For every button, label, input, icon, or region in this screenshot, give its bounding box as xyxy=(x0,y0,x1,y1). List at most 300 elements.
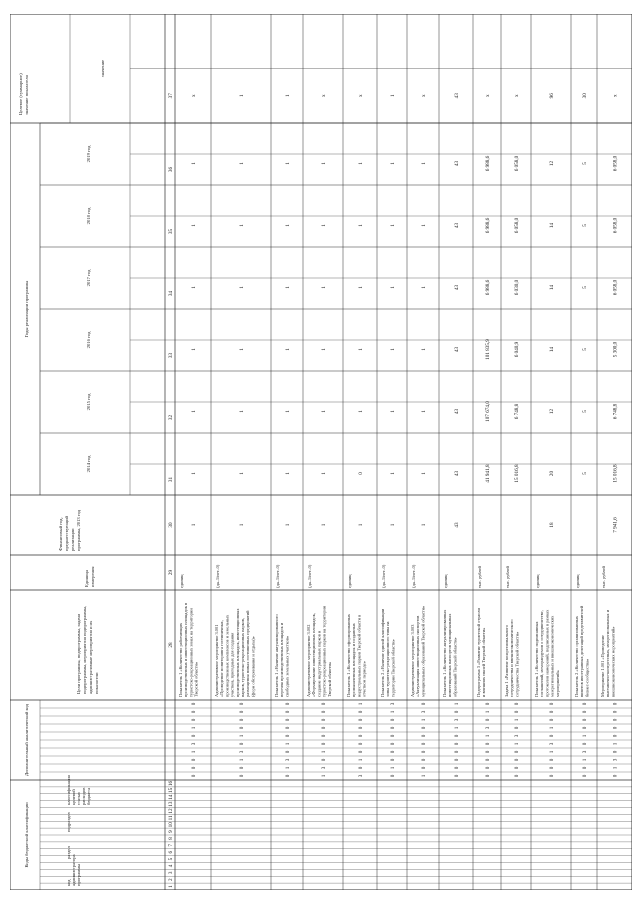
analytic-code-digit: 0 xyxy=(514,710,520,714)
analytic-code-digit: 0 xyxy=(285,710,291,714)
analytic-code-digit: 0 xyxy=(390,726,396,730)
analytic-code-digit: 0 xyxy=(514,702,520,706)
value-cell: 6 058,0 xyxy=(514,217,520,234)
analytic-code-digit: 0 xyxy=(285,734,291,738)
value-cell: 1 xyxy=(239,523,245,527)
analytic-code-digit: 3 xyxy=(239,750,245,754)
target-cell: х xyxy=(321,94,327,98)
value-cell: 1 xyxy=(239,162,245,165)
value-cell: 43 xyxy=(454,408,460,415)
value-cell: 6 988,6 xyxy=(485,279,491,296)
unit-value: (да–1/нет–0) xyxy=(307,564,312,588)
years-header: Годы реализации программы xyxy=(24,280,29,338)
budget-subcol-header: кодадминистраторапрограммы xyxy=(66,854,81,886)
analytic-code-digit: 0 xyxy=(239,702,245,706)
analytic-code-digit: 0 xyxy=(321,718,327,722)
value-cell: 18 xyxy=(549,522,555,528)
column-number: 2 xyxy=(168,878,174,882)
value-cell: 1 xyxy=(421,348,427,351)
column-number: 34 xyxy=(168,290,174,297)
analytic-code-digit: 0 xyxy=(454,774,460,778)
analytic-code-digit: 0 xyxy=(582,710,588,714)
value-cell: 1 xyxy=(191,348,197,351)
analytic-code-digit: 1 xyxy=(612,766,619,770)
analytic-code-digit: 0 xyxy=(285,726,291,730)
analytic-code-digit: 0 xyxy=(191,710,197,714)
analytic-code-digit: 0 xyxy=(285,718,291,722)
value-cell: 1 xyxy=(390,286,396,289)
analytic-code-digit: 0 xyxy=(454,750,460,754)
analytic-code-digit: 0 xyxy=(549,766,555,770)
column-number: 4 xyxy=(168,864,174,868)
analytic-code-digit: 0 xyxy=(358,734,364,738)
value-cell: 1 xyxy=(390,348,396,351)
value-cell: 1 xyxy=(390,162,396,165)
analytic-code-digit: 1 xyxy=(514,718,520,722)
year-header-2: 2015 год xyxy=(86,393,91,411)
target-cell: 1 xyxy=(239,94,245,98)
goal-column-header: Цели программы, подпрограммы, задачиподпрограммы, мероприятия подпрограммы,административные мероприятия и ихпоказатели xyxy=(76,605,99,694)
value-cell: 5 xyxy=(582,410,588,413)
analytic-code-digit: 1 xyxy=(514,742,520,746)
value-cell: 1 xyxy=(239,286,245,289)
unit-value: (да–1/нет–0) xyxy=(275,564,280,588)
program-indicators-table xyxy=(10,14,632,890)
column-number: 3 xyxy=(168,871,174,875)
target-header: Целевое (суммарное)значение показателя xyxy=(18,73,29,115)
analytic-code-digit: 3 xyxy=(485,726,491,730)
value-cell: 1 xyxy=(358,162,364,165)
target-cell: х xyxy=(421,94,427,98)
value-cell: 1 xyxy=(285,472,291,475)
analytic-code-digit: 0 xyxy=(421,726,427,730)
value-cell: 6 058,0 xyxy=(612,155,619,172)
value-cell: 6 058,0 xyxy=(612,279,619,296)
analytic-code-digit: 0 xyxy=(454,742,460,746)
analytic-code-digit: 1 xyxy=(358,702,364,706)
value-cell: 1 xyxy=(285,523,291,527)
indicator-name: Административное мероприятие 3.003«Актуализация инвестиционных паспортовмуниципальных образований Тверской области» xyxy=(410,605,426,697)
value-cell: 1 xyxy=(321,410,327,413)
analytic-code-digit: 3 xyxy=(285,758,291,762)
analytic-code-digit: 0 xyxy=(612,774,619,778)
value-cell: 14 xyxy=(549,284,555,291)
analytic-code-digit: 0 xyxy=(390,718,396,722)
analytic-code-digit: 0 xyxy=(321,726,327,730)
budget-subcol-header: классификацияцелевойстатьирасходовбюджета xyxy=(66,775,91,805)
analytic-code-digit: 0 xyxy=(239,766,245,770)
analytic-code-digit: 0 xyxy=(191,774,197,778)
analytic-code-digit: 0 xyxy=(421,758,427,762)
column-number: 16 xyxy=(168,780,174,787)
analytic-code-digit: 3 xyxy=(549,742,555,746)
value-cell: 1 xyxy=(285,224,291,227)
value-cell: 6 988,6 xyxy=(485,217,491,234)
analytic-code-digit: 0 xyxy=(485,750,491,754)
value-cell: 6 040,9 xyxy=(514,341,520,358)
value-cell: 1 xyxy=(321,523,327,527)
analytic-code-digit: 0 xyxy=(514,766,520,770)
budget-subcol-header: подраздел xyxy=(66,812,71,832)
analytic-code-digit: 0 xyxy=(612,702,619,706)
indicator-name: Показатель 1 «Количество сформированныхпромышленных площадок и созданныхиндустриальных парков Тверской области вотчетном периоде» xyxy=(346,614,367,697)
target-cell: 96 xyxy=(549,93,555,99)
analytic-code-digit: 0 xyxy=(421,750,427,754)
analytic-code-digit: 1 xyxy=(285,742,291,746)
analytic-code-digit: 0 xyxy=(485,758,491,762)
value-cell: 1 xyxy=(421,286,427,289)
value-cell: 5 xyxy=(582,348,588,351)
unit-value: единиц xyxy=(443,574,448,588)
unit-value: единиц xyxy=(347,574,352,588)
year-header-5: 2018 год xyxy=(86,207,91,225)
indicator-name: Мероприятие 1.001 «Проведениевыставочно-конгрессных, межрегиональных ивнешнеэкономических мероприятий» xyxy=(600,609,616,697)
analytic-code-digit: 0 xyxy=(549,774,555,778)
analytic-code-digit: 0 xyxy=(612,710,619,714)
analytic-code-digit: 0 xyxy=(191,718,197,722)
analytic-code-digit: 1 xyxy=(390,710,396,714)
value-cell: 6 748,8 xyxy=(514,403,520,420)
analytic-code-digit: 1 xyxy=(485,710,491,714)
analytic-code-digit: 0 xyxy=(549,702,555,706)
unit-value: единиц xyxy=(535,574,540,588)
value-cell: 5 300,0 xyxy=(612,341,619,358)
analytic-code-digit: 0 xyxy=(358,726,364,730)
column-number: 14 xyxy=(168,794,174,800)
analytic-code-digit: 0 xyxy=(454,710,460,714)
value-cell: 1 xyxy=(239,348,245,351)
analytic-code-digit: 1 xyxy=(285,766,291,770)
column-number: 5 xyxy=(168,857,174,861)
value-cell: 1 xyxy=(285,286,291,289)
analytic-code-digit: 1 xyxy=(421,718,427,722)
value-cell: 6 058,0 xyxy=(612,217,619,234)
value-cell: 1 xyxy=(358,410,364,413)
value-cell: 107 674,0 xyxy=(485,401,491,422)
analytic-code-digit: 0 xyxy=(421,742,427,746)
value-cell: 1 xyxy=(321,162,327,165)
analytic-code-digit: 0 xyxy=(612,734,619,738)
analytic-code-digit: 1 xyxy=(582,734,588,738)
analytic-code-digit: 0 xyxy=(390,750,396,754)
column-number: 7 xyxy=(168,844,174,847)
analytic-code-digit: 1 xyxy=(582,758,588,762)
value-cell: 15 016,8 xyxy=(612,464,619,483)
value-cell: 43 xyxy=(454,160,460,167)
unit-value: тыс. рублей xyxy=(477,566,482,588)
analytic-code-digit: 0 xyxy=(514,750,520,754)
indicator-name: Подпрограмма 3 «Развитие туристской отраслии внешних связей Тверской области» xyxy=(476,608,487,697)
analytic-code-digit: 3 xyxy=(390,702,396,706)
value-cell: 5 xyxy=(582,162,588,165)
analytic-code-digit: 0 xyxy=(485,718,491,722)
value-cell: 1 xyxy=(421,523,427,527)
value-cell: 1 xyxy=(321,472,327,475)
budget-subcol-header: раздел xyxy=(66,846,71,859)
unit-value: тыс. рублей xyxy=(601,566,606,588)
target-value-header: значение xyxy=(100,59,105,78)
indicator-name: Показатель 2 «Количество организованныхвизитов иностранных делегаций представителейбизнес-сообщества» xyxy=(574,605,590,697)
column-number: 31 xyxy=(168,476,174,483)
column-number: 30 xyxy=(168,522,174,528)
value-cell: 6 058,0 xyxy=(514,155,520,172)
additional-codes-header: Дополнительный аналитический код xyxy=(24,703,29,777)
budget-codes-header: Коды бюджетной классификации xyxy=(24,802,29,868)
analytic-code-digit: 0 xyxy=(358,710,364,714)
column-number: 10 xyxy=(168,822,174,828)
value-cell: 1 xyxy=(191,286,197,289)
year-header-4: 2017 год xyxy=(86,269,91,287)
analytic-code-digit: 3 xyxy=(421,710,427,714)
value-cell: 1 xyxy=(421,472,427,475)
analytic-code-digit: 0 xyxy=(285,702,291,706)
value-cell: 1 xyxy=(390,523,396,527)
value-cell: 1 xyxy=(321,286,327,289)
analytic-code-digit: 0 xyxy=(191,758,197,762)
column-number: 37 xyxy=(168,93,174,99)
analytic-code-digit: 0 xyxy=(549,710,555,714)
target-cell: х xyxy=(514,94,520,98)
analytic-code-digit: 0 xyxy=(321,702,327,706)
analytic-code-digit: 0 xyxy=(390,742,396,746)
analytic-code-digit: 0 xyxy=(582,702,588,706)
value-cell: 15 016,8 xyxy=(514,464,520,483)
value-cell: 6 988,6 xyxy=(485,155,491,172)
analytic-code-digit: 3 xyxy=(582,750,588,754)
analytic-code-digit: 1 xyxy=(358,758,364,762)
target-cell: х xyxy=(485,94,491,98)
value-cell: 1 xyxy=(239,410,245,413)
analytic-code-digit: 0 xyxy=(612,726,619,730)
analytic-code-digit: 1 xyxy=(485,734,491,738)
analytic-code-digit: 0 xyxy=(582,726,588,730)
indicator-name: Административное мероприятие 3.001«Проведение мониторинга гостиничных,производственных комплексов и земельныхучастков, пригодных для созданияпроизводственных площадок, инвестиционныхпарков, туристско-рекреационных парков,размещения новых гостиничных предприятий(форм обслуживания и отдыха)» xyxy=(214,608,256,697)
analytic-code-digit: 0 xyxy=(549,758,555,762)
analytic-code-digit: 0 xyxy=(421,766,427,770)
analytic-code-digit: 1 xyxy=(454,702,460,706)
column-number: 33 xyxy=(168,352,174,359)
column-number: 32 xyxy=(168,414,174,421)
table-body xyxy=(178,93,619,778)
value-cell: 1 xyxy=(421,224,427,227)
year-header-6: 2019 год xyxy=(86,145,91,163)
analytic-code-digit: 0 xyxy=(454,766,460,770)
unit-value: единиц xyxy=(575,574,580,588)
target-cell: 1 xyxy=(285,94,291,98)
value-cell: 7 941,6 xyxy=(612,517,619,533)
value-cell: 1 xyxy=(285,162,291,165)
analytic-code-digit: 0 xyxy=(390,774,396,778)
value-cell: 14 xyxy=(549,222,555,229)
analytic-code-digit: 0 xyxy=(612,718,619,722)
value-cell: 43 xyxy=(454,346,460,353)
value-cell: 1 xyxy=(390,224,396,227)
analytic-code-digit: 0 xyxy=(358,766,364,770)
analytic-code-digit: 0 xyxy=(582,718,588,722)
value-cell: 1 xyxy=(421,162,427,165)
analytic-code-digit: 0 xyxy=(485,742,491,746)
analytic-code-digit: 0 xyxy=(358,750,364,754)
column-number: 8 xyxy=(168,837,174,840)
target-cell: х xyxy=(612,94,619,98)
value-cell: 1 xyxy=(191,410,197,413)
unit-value: тыс. рублей xyxy=(505,566,510,588)
value-cell: 1 xyxy=(390,410,396,413)
analytic-code-digit: 1 xyxy=(421,774,427,778)
analytic-code-digit: 1 xyxy=(454,726,460,730)
analytic-code-digit: 0 xyxy=(321,758,327,762)
indicator-name: Административное мероприятие 3.002«Формирование инвестиционных площадок,создание индустриальных парков итуристско-рекреационных парков на территорииТверской области» xyxy=(306,605,332,697)
value-cell: 1 xyxy=(358,224,364,227)
analytic-code-digit: 0 xyxy=(485,774,491,778)
column-number: 13 xyxy=(168,801,174,807)
analytic-code-digit: 0 xyxy=(191,734,197,738)
table-header xyxy=(18,60,174,888)
target-cell: х xyxy=(191,94,197,98)
analytic-code-digit: 0 xyxy=(191,766,197,770)
analytic-code-digit: 1 xyxy=(549,726,555,730)
analytic-code-digit: 0 xyxy=(191,702,197,706)
value-cell: 1 xyxy=(191,162,197,165)
column-number: 28 xyxy=(168,642,174,648)
document-page xyxy=(10,14,632,890)
unit-column-header: Единицаизмерения xyxy=(84,566,95,587)
unit-value: единиц xyxy=(179,574,184,588)
value-cell: 12 xyxy=(549,408,555,415)
value-cell: 1 xyxy=(191,224,197,227)
analytic-code-digit: 0 xyxy=(285,750,291,754)
value-cell: 14 xyxy=(549,346,555,353)
column-number: 15 xyxy=(168,787,174,793)
column-number: 6 xyxy=(168,850,174,854)
indicator-name: Показатель 1 «Количество актуализированныхинвестиционных паспортов муниципальныхобразований Тверской области» xyxy=(442,609,458,697)
value-cell: 43 xyxy=(454,470,460,477)
analytic-code-digit: 0 xyxy=(485,702,491,706)
analytic-code-digit: 1 xyxy=(549,750,555,754)
analytic-code-digit: 0 xyxy=(421,734,427,738)
analytic-code-digit: 0 xyxy=(582,742,588,746)
value-cell: 1 xyxy=(321,348,327,351)
analytic-code-digit: 1 xyxy=(321,750,327,754)
analytic-code-digit: 1 xyxy=(239,758,245,762)
analytic-code-digit: 0 xyxy=(321,742,327,746)
column-number: 36 xyxy=(168,166,174,173)
analytic-code-digit: 3 xyxy=(454,718,460,722)
value-cell: 43 xyxy=(454,222,460,229)
analytic-code-digit: 1 xyxy=(191,726,197,730)
analytic-code-digit: 3 xyxy=(358,774,364,778)
value-cell: 1 xyxy=(285,410,291,413)
indicator-name: Показатель 1 «Количество работающихпроизводственных и инвестиционных площадок втуристско-рекреационных зонах на территорииТверской области» xyxy=(178,602,199,697)
indicator-name: Задача 1 «Развитие межрегиональногосотрудничества и внешнеэкономическогосотрудничества Тверской области» xyxy=(504,619,520,697)
analytic-code-digit: 0 xyxy=(239,710,245,714)
analytic-code-digit: 0 xyxy=(239,726,245,730)
value-cell: 1 xyxy=(358,286,364,289)
value-cell: 41 941,8 xyxy=(485,464,491,483)
value-cell: 43 xyxy=(454,284,460,291)
analytic-code-digit: 1 xyxy=(321,774,327,778)
value-cell: 1 xyxy=(421,410,427,413)
analytic-code-digit: 3 xyxy=(514,734,520,738)
column-number: 9 xyxy=(168,830,174,833)
analytic-code-digit: 0 xyxy=(285,774,291,778)
value-cell: 1 xyxy=(239,224,245,227)
target-cell: 1 xyxy=(390,94,396,98)
indicator-name: Показатель 1 «Количество подписанныхсоглашений, меморандумов о сотрудничестве,протоколов намерений, подписанных в рамкахмежрегиональных и внешнеэкономическихмероприятий» xyxy=(534,609,560,697)
analytic-code-digit: 0 xyxy=(321,734,327,738)
analytic-code-digit: 1 xyxy=(239,734,245,738)
analytic-code-digit: 0 xyxy=(321,710,327,714)
analytic-code-digit: 0 xyxy=(612,750,619,754)
analytic-code-digit: 3 xyxy=(321,766,327,770)
analytic-code-digit: 0 xyxy=(514,726,520,730)
value-cell: 5 xyxy=(582,472,588,475)
analytic-code-digit: 0 xyxy=(390,758,396,762)
unit-value: (да–1/нет–0) xyxy=(215,564,220,588)
value-cell: 1 xyxy=(239,472,245,475)
value-cell: 6 748,8 xyxy=(612,403,619,420)
analytic-code-digit: 0 xyxy=(239,774,245,778)
analytic-code-digit: 3 xyxy=(612,758,619,762)
analytic-code-digit: 0 xyxy=(390,734,396,738)
analytic-code-digit: 1 xyxy=(390,766,396,770)
analytic-code-digit: 1 xyxy=(191,750,197,754)
value-cell: 1 xyxy=(390,472,396,475)
value-cell: 12 xyxy=(549,160,555,167)
value-cell: 101 835,9 xyxy=(485,339,491,360)
analytic-code-digit: 0 xyxy=(358,742,364,746)
analytic-code-digit: 3 xyxy=(191,742,197,746)
analytic-code-digit: 0 xyxy=(514,774,520,778)
rotated-table-sheet xyxy=(10,14,632,890)
value-cell: 5 xyxy=(582,286,588,289)
analytic-code-digit: 0 xyxy=(582,766,588,770)
target-cell: 30 xyxy=(582,93,588,99)
analytic-code-digit: 0 xyxy=(454,758,460,762)
column-number: 29 xyxy=(168,569,174,576)
value-cell: 1 xyxy=(191,523,197,527)
value-cell: 1 xyxy=(321,224,327,227)
fin-year-header: Финансовый год,предшествующийреализациипрограммы, 2013 год xyxy=(58,509,81,551)
analytic-code-digit: 0 xyxy=(239,742,245,746)
target-cell: х xyxy=(358,94,364,98)
indicator-name: Показатель 1 «Наличие актуализированногоперечня производственных площадок исвободных земельных участков» xyxy=(274,614,290,697)
value-cell: 0 xyxy=(358,472,364,475)
year-header-1: 2014 год xyxy=(86,455,91,473)
analytic-code-digit: 0 xyxy=(582,774,588,778)
analytic-code-digit: 0 xyxy=(549,734,555,738)
value-cell: 5 xyxy=(582,224,588,227)
value-cell: 6 030,0 xyxy=(514,279,520,296)
column-number: 35 xyxy=(168,228,174,235)
analytic-code-digit: 0 xyxy=(514,758,520,762)
year-header-3: 2016 год xyxy=(86,331,91,349)
unit-value: (да–1/нет–0) xyxy=(411,564,416,588)
analytic-code-digit: 1 xyxy=(612,742,619,746)
unit-value: (да–1/нет–0) xyxy=(381,564,386,588)
value-cell: 1 xyxy=(191,472,197,475)
analytic-code-digit: 0 xyxy=(454,734,460,738)
value-cell: 1 xyxy=(285,348,291,351)
value-cell: 20 xyxy=(549,470,555,477)
target-cell: 43 xyxy=(454,93,460,99)
column-number: 11 xyxy=(168,815,174,821)
value-cell: 1 xyxy=(358,523,364,527)
value-cell: 43 xyxy=(454,522,460,528)
value-cell: 1 xyxy=(358,348,364,351)
column-number: 12 xyxy=(168,808,174,814)
analytic-code-digit: 0 xyxy=(485,766,491,770)
